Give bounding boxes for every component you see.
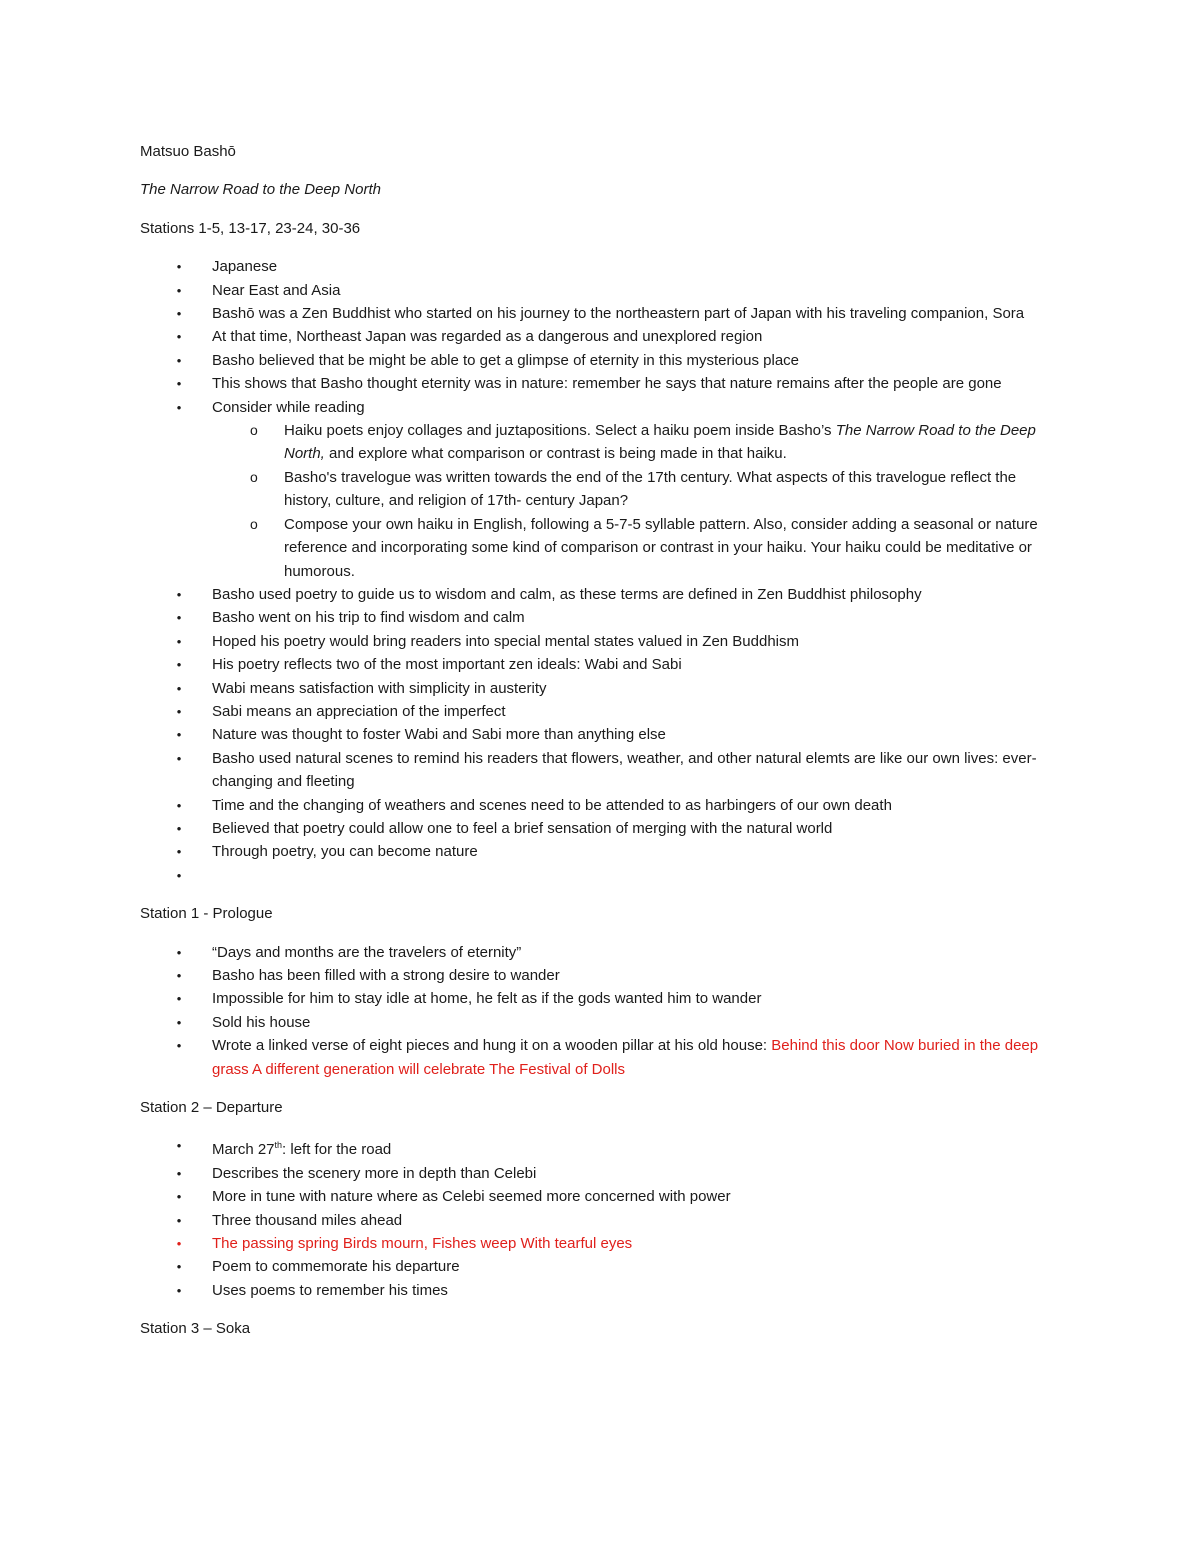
sub-list-item: o Haiku poets enjoy collages and juztapositions. Select a haiku poem inside Basho’s The Narrow Road to the Deep North, and explore what comparison or contrast is being made in that haiku. xyxy=(212,419,1060,466)
bullet-icon: • xyxy=(176,968,182,983)
bullet-icon: • xyxy=(176,306,182,322)
bullet-icon: • xyxy=(176,1189,182,1205)
list-item: • At that time, Northeast Japan was regarded as a dangerous and unexplored region xyxy=(140,325,1060,348)
list-item: • Bashō was a Zen Buddhist who started on his journey to the northeastern part of Japan with his traveling companion, Sora xyxy=(140,302,1060,325)
work-title: The Narrow Road to the Deep North xyxy=(140,181,381,199)
list-item: • Sold his house xyxy=(140,1011,1060,1034)
list-item: • His poetry reflects two of the most important zen ideals: Wabi and Sabi xyxy=(140,653,1060,676)
list-item: • Describes the scenery more in depth than Celebi xyxy=(140,1162,1060,1185)
list-item: • Believed that poetry could allow one to feel a brief sensation of merging with the natural world xyxy=(140,817,1060,840)
bullet-icon: • xyxy=(176,944,182,960)
bullet-icon: • xyxy=(176,1212,182,1228)
consider-sub-list xyxy=(212,419,1060,583)
list-item: • Wrote a linked verse of eight pieces and hung it on a wooden pillar at his old house: Behind this door Now buried in the deep grass A different generation will celebrate The Festival of Dolls xyxy=(140,1034,1060,1081)
list-item: • Basho used poetry to guide us to wisdom and calm, as these terms are defined in Zen Buddhist philosophy xyxy=(140,583,1060,606)
list-item: • Wabi means satisfaction with simplicity in austerity xyxy=(140,677,1060,700)
list-item: • Consider while reading o Haiku poets enjoy collages and juztapositions. Select a haiku poem inside Basho’s The Narrow Road to the Deep North, and explore what comparison or contrast is being made in that haiku. o Basho's travelogue was written towards the end of the 17th century. What aspects of this travelogue reflect the history, culture, and religion of 17th- century Japan? o Compose your own haiku in English, following a 5-7-5 syllable pattern. Also, consider adding a seasonal or nature reference and incorporating some kind of comparison or contrast in your haiku. Your haiku could be meditative or humorous. xyxy=(140,396,1060,583)
sub-bullet-icon: o xyxy=(250,515,258,532)
sub-list-item: o Compose your own haiku in English, following a 5-7-5 syllable pattern. Also, consider adding a seasonal or nature reference and incorporating some kind of comparison or contrast in your haiku. Your haiku could be meditative or humorous. xyxy=(212,513,1060,583)
bullet-icon: • xyxy=(176,750,182,766)
bullet-icon: • xyxy=(176,657,182,673)
list-item: • This shows that Basho thought eternity was in nature: remember he says that nature remains after the people are gone xyxy=(140,372,1060,395)
list-item: • Near East and Asia xyxy=(140,279,1060,302)
bullet-icon: • xyxy=(176,703,182,719)
document-page xyxy=(140,140,1060,1356)
bullet-icon: • xyxy=(176,867,182,883)
sub-bullet-icon: o xyxy=(250,468,258,485)
sub-list-item: o Basho's travelogue was written towards the end of the 17th century. What aspects of this travelogue reflect the history, culture, and religion of 17th- century Japan? xyxy=(212,466,1060,513)
bullet-icon: • xyxy=(176,991,182,1007)
intro-bullet-list xyxy=(140,255,1060,887)
list-item: • Basho has been filled with a strong desire to wander xyxy=(140,964,1060,987)
list-item: • Time and the changing of weathers and scenes need to be attended to as harbingers of our own death xyxy=(140,794,1060,817)
bullet-icon: • xyxy=(176,282,182,298)
author-name: Matsuo Bashō xyxy=(140,143,236,160)
bullet-icon: • xyxy=(176,633,182,649)
list-item: • Nature was thought to foster Wabi and Sabi more than anything else xyxy=(140,723,1060,746)
list-item: • Sabi means an appreciation of the imperfect xyxy=(140,700,1060,723)
bullet-icon: • xyxy=(176,1138,182,1154)
bullet-icon: • xyxy=(176,259,182,275)
bullet-icon: • xyxy=(176,1038,182,1054)
verse-quote: Behind this door Now buried in the deep grass A different generation will celebrate The Festival of Dolls xyxy=(212,1037,1039,1078)
list-item-empty xyxy=(140,864,1060,887)
station2-bullet-list xyxy=(140,1134,1060,1302)
bullet-icon: • xyxy=(176,1014,182,1030)
bullet-icon: • xyxy=(176,329,182,345)
bullet-icon: • xyxy=(176,797,182,813)
bullet-icon: • xyxy=(176,1259,182,1275)
list-item: • More in tune with nature where as Celebi seemed more concerned with power xyxy=(140,1185,1060,1208)
list-item: • Hoped his poetry would bring readers into special mental states valued in Zen Buddhism xyxy=(140,630,1060,653)
station3-heading: Station 3 – Soka xyxy=(140,1320,251,1338)
list-item: • Basho believed that be might be able to get a glimpse of eternity in this mysterious place xyxy=(140,349,1060,372)
bullet-icon: • xyxy=(176,1282,182,1298)
list-item: • March 27th: left for the road xyxy=(140,1134,1060,1161)
bullet-icon: • xyxy=(176,844,182,860)
list-item: • Basho went on his trip to find wisdom and calm xyxy=(140,606,1060,629)
list-item: • Through poetry, you can become nature xyxy=(140,840,1060,863)
sub-bullet-icon: o xyxy=(250,422,258,439)
bullet-icon: • xyxy=(176,352,182,368)
list-item: • Impossible for him to stay idle at home, he felt as if the gods wanted him to wander xyxy=(140,987,1060,1010)
station2-heading: Station 2 – Departure xyxy=(140,1099,283,1117)
bullet-icon: • xyxy=(176,610,182,626)
list-item: • Uses poems to remember his times xyxy=(140,1279,1060,1302)
list-item: • Poem to commemorate his departure xyxy=(140,1255,1060,1278)
list-item: • “Days and months are the travelers of eternity” xyxy=(140,941,1060,964)
list-item: • Three thousand miles ahead xyxy=(140,1209,1060,1232)
list-item: • Japanese xyxy=(140,255,1060,278)
bullet-icon: • xyxy=(176,820,182,836)
bullet-icon: • xyxy=(176,376,182,392)
list-item-poem: • The passing spring Birds mourn, Fishes weep With tearful eyes xyxy=(140,1232,1060,1255)
station1-heading: Station 1 - Prologue xyxy=(140,905,273,923)
bullet-icon: • xyxy=(176,680,182,696)
bullet-icon: • xyxy=(176,727,182,743)
bullet-icon: • xyxy=(176,586,182,602)
stations-heading: Stations 1-5, 13-17, 23-24, 30-36 xyxy=(140,219,361,237)
list-item: • Basho used natural scenes to remind his readers that flowers, weather, and other natural elemts are like our own lives: ever-changing and fleeting xyxy=(140,747,1060,794)
bullet-icon: • xyxy=(176,1165,182,1181)
bullet-icon: • xyxy=(176,1236,182,1252)
bullet-icon: • xyxy=(176,399,182,415)
station1-bullet-list xyxy=(140,941,1060,1081)
